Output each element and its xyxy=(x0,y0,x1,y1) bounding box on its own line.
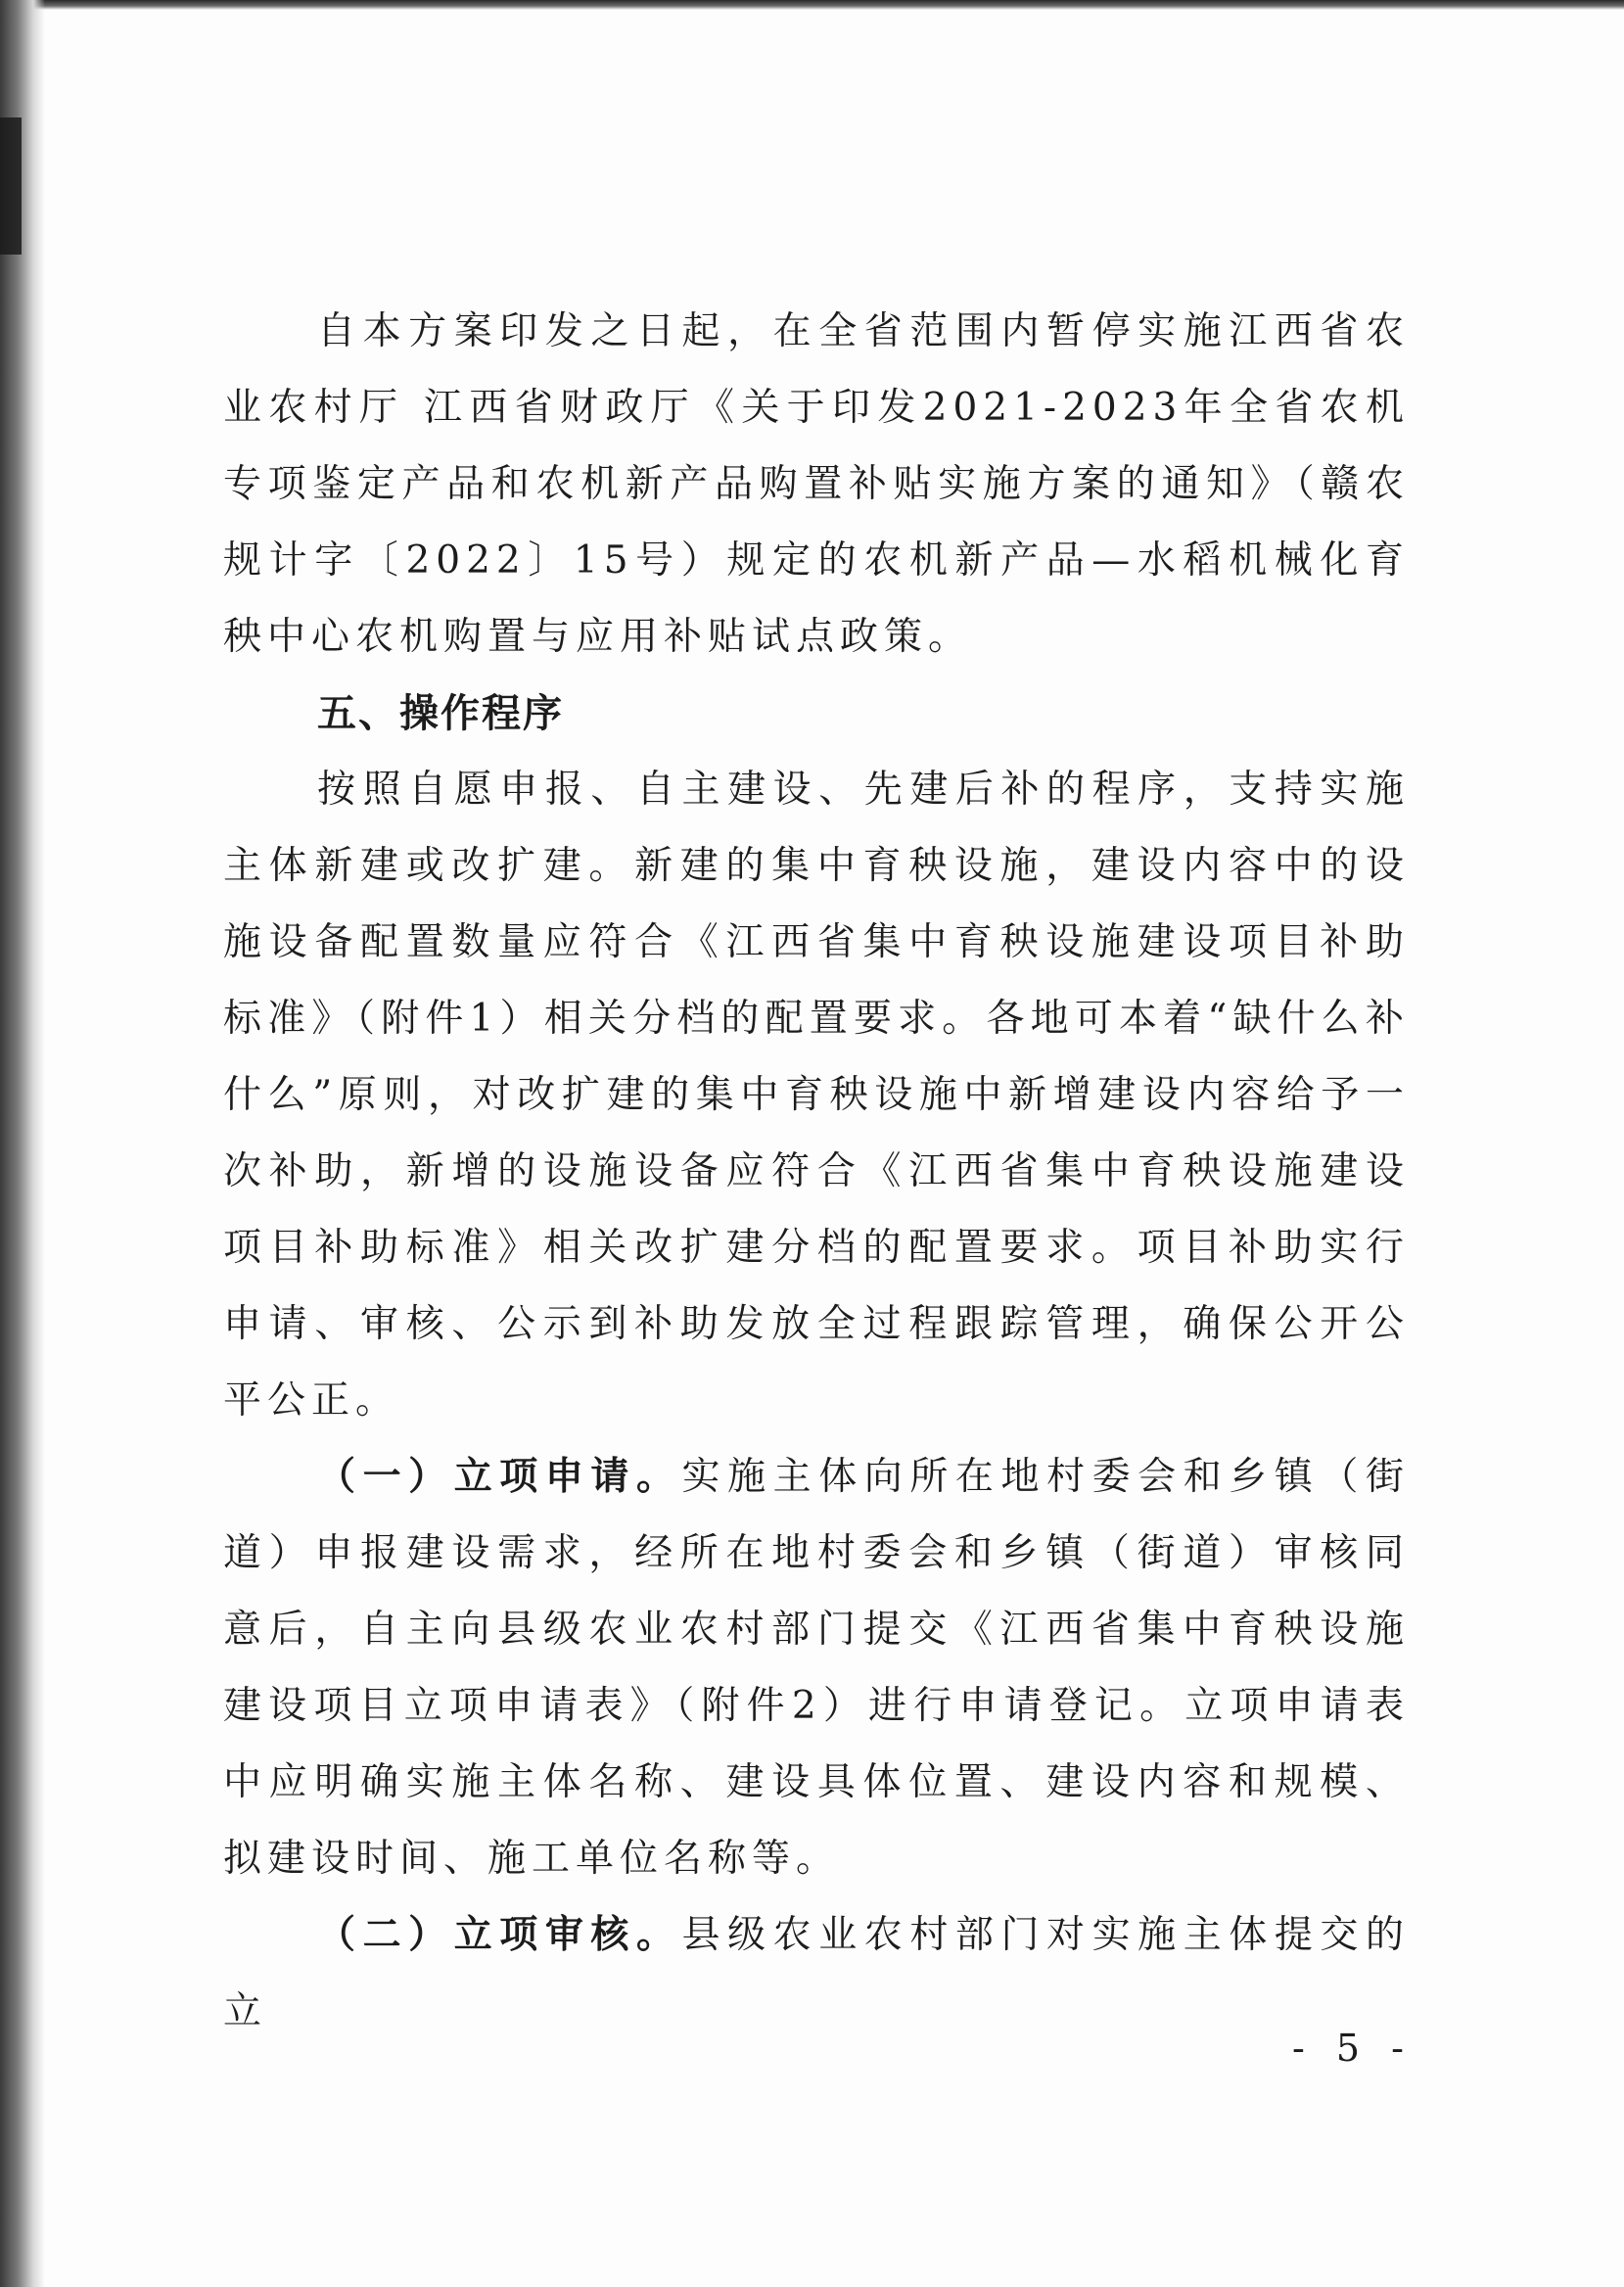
scan-edge-left xyxy=(0,0,45,2287)
paragraph-project-application xyxy=(223,1439,1410,1897)
page-number: - 5 - xyxy=(1291,2027,1414,2070)
scan-binding-shadow xyxy=(0,117,22,255)
paragraph-text-application: 实施主体向所在地村委会和乡镇（街道）申报建设需求，经所在地村委会和乡镇（街道）审核同意后，自主向县级农业农村部门提交《江西省集中育秧设施建设项目立项申请表》（附件2）进行申请登记。立项申请表中应明确实施主体名称、建设具体位置、建设内容和规模、拟建设时间、施工单位名称等。 xyxy=(223,1455,1410,1881)
paragraph-project-review xyxy=(223,1897,1410,2050)
subsection-lead-application: （一）立项申请。 xyxy=(317,1455,682,1499)
section-heading-procedure: 五、操作程序 xyxy=(317,691,564,736)
paragraph-suspension-notice: 自本方案印发之日起，在全省范围内暂停实施江西省农业农村厅 江西省财政厅《关于印发2021-2023年全省农机专项鉴定产品和农机新产品购置补贴实施方案的通知》（赣农规计字〔2022〕15号）规定的农机新产品—水稻机械化育秧中心农机购置与应用补贴试点政策。 xyxy=(223,309,1410,659)
scan-edge-top xyxy=(0,0,1624,10)
paragraph-text-review: 县级农业农村部门对实施主体提交的立 xyxy=(223,1913,1410,2033)
paragraph-procedure-overview: 按照自愿申报、自主建设、先建后补的程序，支持实施主体新建或改扩建。新建的集中育秧设施，建设内容中的设施设备配置数量应符合《江西省集中育秧设施建设项目补助标准》（附件1）相关分档的配置要求。各地可本着“缺什么补什么”原则，对改扩建的集中育秧设施中新增建设内容给予一次补助，新增的设施设备应符合《江西省集中育秧设施建设项目补助标准》相关改扩建分档的配置要求。项目补助实行申请、审核、公示到补助发放全过程跟踪管理，确保公开公平公正。 xyxy=(223,768,1410,1423)
subsection-lead-review: （二）立项审核。 xyxy=(317,1913,682,1957)
document-body xyxy=(223,294,1410,2050)
